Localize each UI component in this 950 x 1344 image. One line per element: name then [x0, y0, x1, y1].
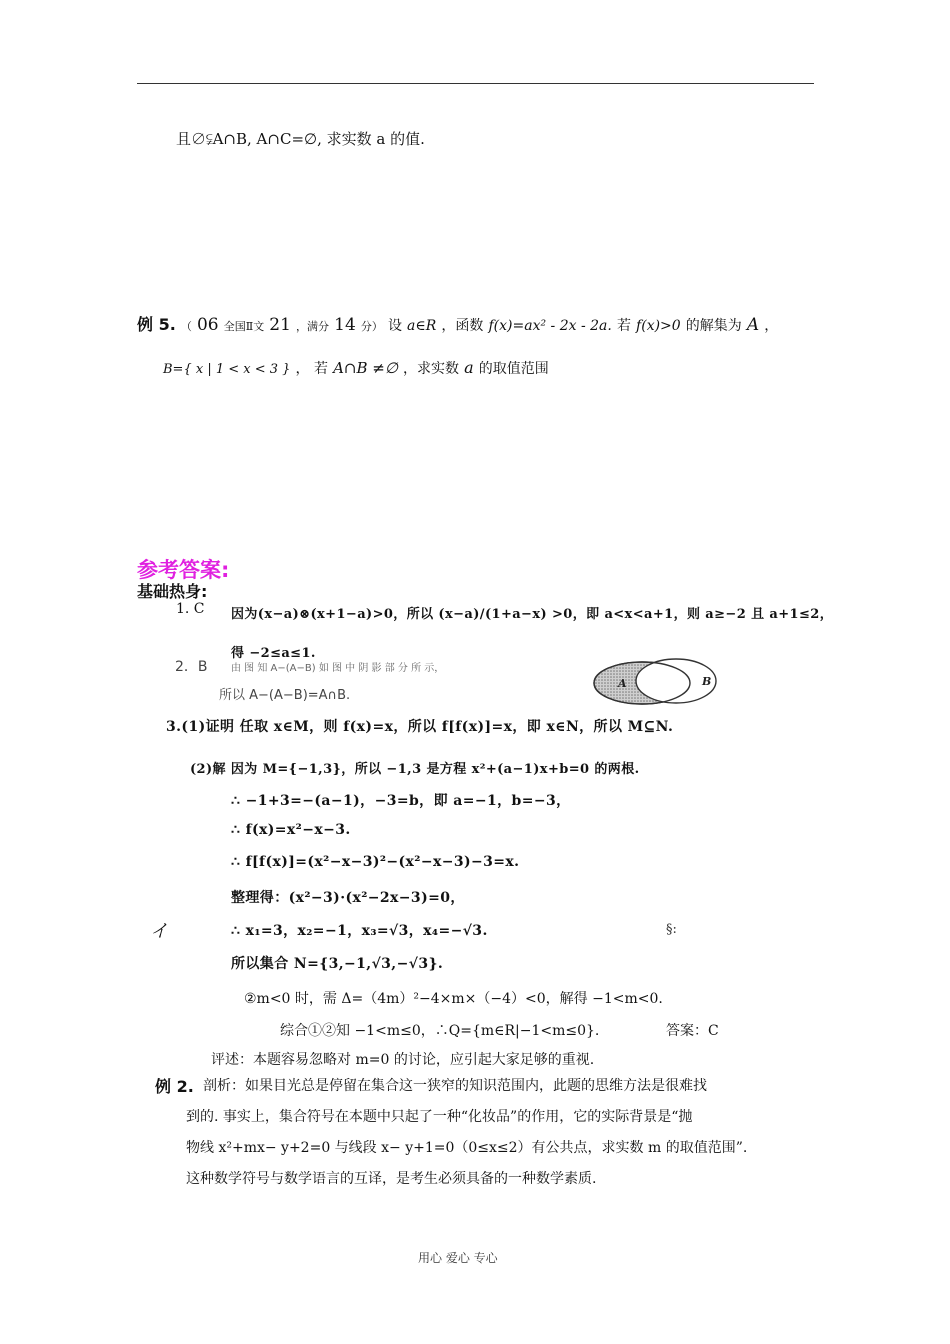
example-5-set-b: B={ x | 1 < x < 3 }	[163, 362, 291, 377]
example-5-source-points: 14	[334, 315, 356, 335]
example-5-var-a: a	[464, 358, 474, 377]
answer-1-line2: 得 −2≤a≤1.	[231, 646, 316, 661]
example-5-source-exam: 全国Ⅱ文	[223, 320, 265, 333]
venn-diagram	[592, 658, 726, 708]
example-2-line2: 到的. 事实上，集合符号在本题中只起了一种“化妆品”的作用，它的实际背景是“抛	[186, 1109, 693, 1125]
answer-3-line5: ∴ f[f(x)]=(x²−x−3)²−(x²−x−3)−3=x.	[231, 854, 520, 870]
answer-3-line4: ∴ f(x)=x²−x−3.	[231, 822, 351, 838]
example-5-line1	[137, 312, 778, 342]
answer-1-line1: 因为(x−a)⊗(x+1−a)>0，所以 (x−a)/(1+a−x) >0，即 a<x<a+1，则 a≥−2 且 a+1≤2，	[231, 607, 834, 622]
header-rule	[137, 83, 814, 84]
answer-3-line8: 所以集合 N={3,−1,√3,−√3}.	[231, 956, 444, 972]
top-condition-line: 且∅⫋A∩B, A∩C=∅, 求实数 a 的值.	[176, 130, 425, 148]
answer-3-line2: (2)解 因为 M={−1,3}，所以 −1,3 是方程 x²+(a−1)x+b=0 的两根.	[190, 762, 640, 777]
example-5-source-open: （	[180, 320, 192, 333]
example-5-math-a: a∈R	[407, 318, 437, 334]
example-5-text-c: 若	[616, 318, 631, 334]
answer-2-number: 2．B	[175, 659, 208, 675]
example-5-intersection: A∩B ≠∅	[333, 359, 398, 377]
answer-2-line1: 由 图 知 A−(A−B) 如 图 中 阴 影 部 分 所 示，	[231, 663, 445, 674]
answer-3-line6: 整理得：(x²−3)·(x²−2x−3)=0，	[231, 890, 465, 906]
example-5-label: 例 5.	[137, 315, 176, 334]
example-5-source-score: ，满分	[296, 320, 330, 333]
summary-line: 综合①②知 −1<m≤0，∴Q={m∈R|−1<m≤0}.	[280, 1023, 600, 1039]
example-5-source-number: 21	[269, 315, 291, 335]
example-5-text-d: 的解集为	[685, 318, 742, 334]
answers-heading: 参考答案:	[137, 558, 230, 582]
case-2-line: ②m<0 时，需 Δ=（4m）²−4×m×（−4）<0，解得 −1<m<0.	[244, 991, 663, 1007]
example-5-text-b: ，函数	[441, 318, 484, 334]
example-5-line2	[163, 358, 549, 378]
example-2-label: 例 2.	[155, 1077, 194, 1096]
example-2-line3: 物线 x²+mx− y+2=0 与线段 x− y+1=0（0≤x≤2）有公共点，求实数 m 的取值范围”.	[186, 1140, 748, 1156]
example-5-text-g: ，求实数	[402, 361, 459, 377]
example-5-text-a: 设	[387, 318, 402, 334]
example-5-function: f(x)=ax² - 2x - 2a.	[488, 318, 612, 334]
answer-3-right-mark: §:	[666, 922, 677, 937]
answer-3-line7: ∴ x₁=3，x₂=−1，x₃=√3，x₄=−√3.	[231, 923, 488, 939]
answer-3-line3: ∴ −1+3=−(a−1)，−3=b，即 a=−1，b=−3，	[231, 793, 571, 809]
example-2-line1: 剖析：如果目光总是停留在集合这一狭窄的知识范围内，此题的思维方法是很难找	[203, 1078, 707, 1094]
answer-2-line2: 所以 A−(A−B)=A∩B.	[219, 688, 351, 703]
example-5-source-close: 分）	[360, 320, 383, 333]
example-5-text-e: ，	[764, 318, 779, 334]
answer-choice: 答案：C	[666, 1023, 719, 1039]
example-5-set-a: A	[746, 315, 760, 335]
example-5-text-h: 的取值范围	[478, 361, 549, 377]
venn-label-a: A	[618, 677, 627, 690]
example-5-text-f: ， 若	[295, 361, 328, 377]
example-2-line4: 这种数学符号与数学语言的互译，是考生必须具备的一种数学素质.	[186, 1171, 597, 1187]
example-5-inequality: f(x)>0	[636, 318, 681, 334]
answer-1-number: 1. C	[176, 601, 205, 617]
example-5-source-year: 06	[196, 315, 219, 335]
answers-subheading: 基础热身:	[137, 582, 208, 601]
page-footer: 用心 爱心 专心	[418, 1251, 498, 1265]
comment-line: 评述：本题容易忽略对 m=0 的讨论，应引起大家足够的重视.	[211, 1052, 595, 1068]
answer-3-left-mark: イ	[150, 921, 168, 942]
answer-3-line1: 3.(1)证明 任取 x∈M，则 f(x)=x，所以 f[f(x)]=x，即 x∈N，所以 M⊆N.	[166, 719, 674, 735]
venn-label-b: B	[702, 675, 712, 688]
